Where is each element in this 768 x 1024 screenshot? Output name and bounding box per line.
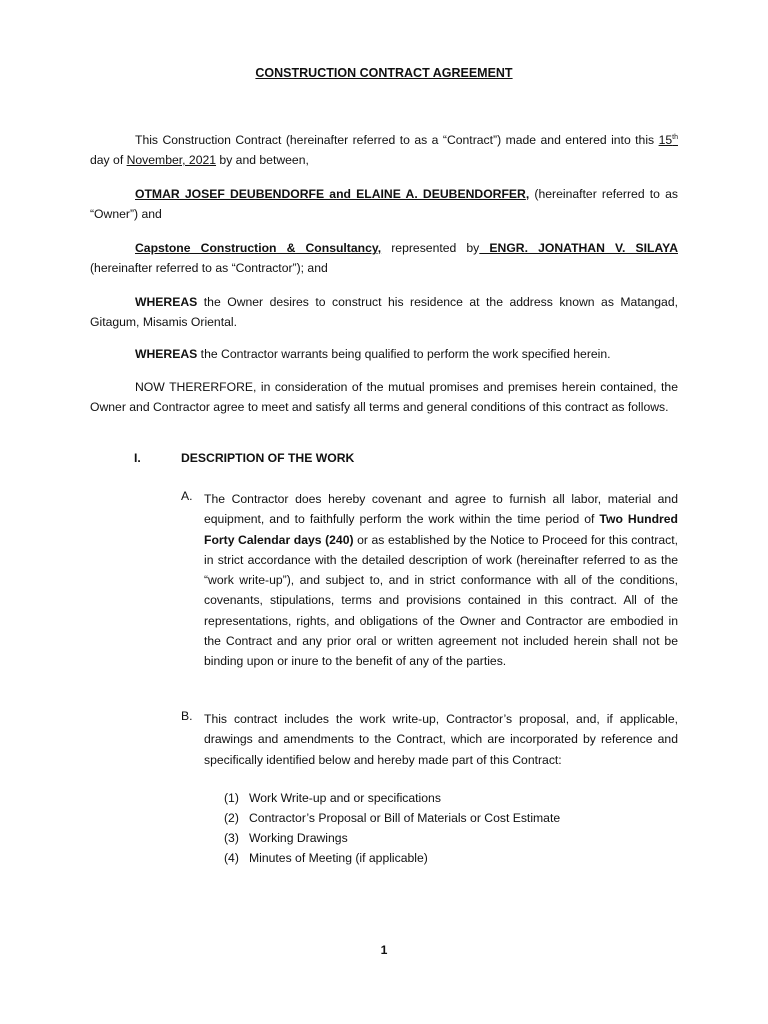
page-number: 1	[380, 943, 388, 957]
list-item-number: (1)	[224, 791, 239, 805]
whereas-1-lead: WHEREAS	[135, 295, 198, 309]
contractor-engineer: ENGR. JONATHAN V. SILAYA	[479, 241, 678, 255]
item-a-duration: Two Hundred Forty Calendar days (240)	[204, 512, 678, 547]
owner-paragraph	[90, 184, 678, 224]
intro-day-suffix: th	[672, 134, 678, 141]
item-a-letter: A.	[181, 489, 193, 503]
intro-middle: day of	[90, 153, 127, 167]
intro-day-number: 15	[658, 133, 673, 147]
list-item	[224, 808, 560, 828]
whereas-paragraph-2	[90, 344, 678, 364]
contractor-represented: represented by	[381, 241, 480, 255]
item-b-letter: B.	[181, 709, 193, 723]
intro-end: by and between,	[216, 153, 309, 167]
item-a-text-2: or as established by the Notice to Proceed for this contract, in strict accordance with the detailed description of work (hereinafter referred to as the “work write-up”), and subject to, and in strict conformance with all of the conditions, covenants, stipulations, terms and provisions contained in this contract. All of the representations, rights, and obligations of the Owner and Contractor are embodied in the Contract and any prior oral or written agreement not included herein shall not be binding upon or inure to the benefit of any of the parties.	[204, 532, 678, 669]
whereas-2-lead: WHEREAS	[135, 347, 198, 361]
intro-day	[659, 133, 678, 147]
list-item	[224, 828, 348, 848]
owner-rest: (hereinafter referred to as “Owner”) and	[90, 187, 678, 221]
owner-comma: ,	[525, 187, 530, 201]
whereas-2-text: the Contractor warrants being qualified to perform the work specified herein.	[197, 347, 611, 361]
section-number: I.	[134, 451, 141, 465]
intro-line: This Construction Contract (hereinafter referred to as a “Contract”) made and entered into this	[135, 133, 655, 147]
list-item	[224, 848, 428, 868]
list-item-number: (2)	[224, 811, 239, 825]
contractor-company: Capstone Construction & Consultancy,	[135, 241, 382, 255]
list-item-text: Work Write-up and or specifications	[249, 791, 441, 805]
whereas-paragraph-1	[90, 292, 678, 332]
list-item-number: (4)	[224, 851, 239, 865]
list-item-text: Working Drawings	[249, 831, 348, 845]
item-a-text	[204, 489, 678, 672]
contractor-paragraph	[90, 238, 678, 278]
owner-names: OTMAR JOSEF DEUBENDORFE and ELAINE A. DEUBENDORFER	[135, 187, 526, 201]
item-a-text-1: The Contractor does hereby covenant and agree to furnish all labor, material and equipment, and to faithfully perform the work within the time period of	[204, 492, 678, 527]
list-item-number: (3)	[224, 831, 239, 845]
contractor-rest: (hereinafter referred to as “Contractor”); and	[90, 261, 328, 275]
now-therefore-text: NOW THERERFORE, in consideration of the mutual promises and premises herein contained, the Owner and Contractor agree to meet and satisfy all terms and general conditions of this contract as follows.	[90, 380, 678, 414]
intro-paragraph	[90, 130, 678, 170]
list-item-text: Contractor’s Proposal or Bill of Materials or Cost Estimate	[249, 811, 561, 825]
list-item	[224, 788, 441, 808]
item-b-text: This contract includes the work write-up, Contractor’s proposal, and, if applicable, drawings and amendments to the Contract, which are incorporated by reference and specifically identified below and hereby made part of this Contract:	[204, 712, 678, 767]
document-title: CONSTRUCTION CONTRACT AGREEMENT	[255, 66, 513, 80]
whereas-1-text: the Owner desires to construct his residence at the address known as Matangad, Gitagum, Misamis Oriental.	[90, 295, 678, 329]
intro-date: November, 2021	[126, 153, 217, 167]
section-title: DESCRIPTION OF THE WORK	[181, 451, 355, 465]
now-therefore-paragraph	[90, 377, 678, 417]
list-item-text: Minutes of Meeting (if applicable)	[249, 851, 428, 865]
